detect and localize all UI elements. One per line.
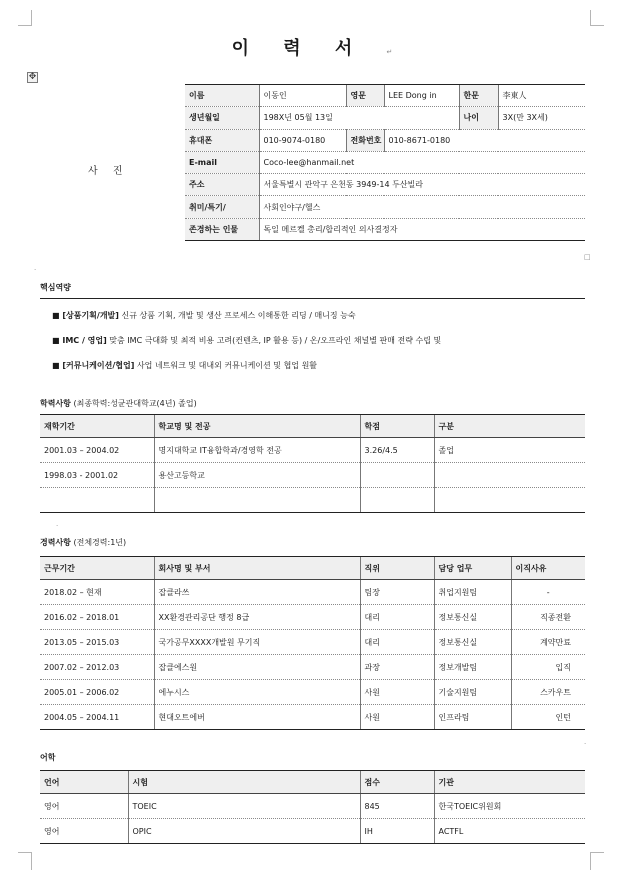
table-cell[interactable]: 잡클에스원 — [154, 655, 360, 680]
table-cell[interactable]: 졸업 — [434, 438, 585, 463]
column-header: 기관 — [434, 771, 585, 794]
table-cell[interactable] — [154, 488, 360, 513]
career-subtitle: (전체경력:1년) — [70, 538, 127, 547]
column-header: 근무기간 — [40, 557, 154, 580]
column-header: 시험 — [128, 771, 360, 794]
table-cell[interactable]: 영어 — [40, 794, 128, 819]
table-header-row — [40, 771, 585, 794]
table-row — [40, 463, 585, 488]
table-cell[interactable]: OPIC — [128, 819, 360, 844]
table-cell[interactable]: 인프라팀 — [434, 705, 511, 730]
table-cell[interactable]: 한국TOEIC위원회 — [434, 794, 585, 819]
table-header-row — [40, 557, 585, 580]
table-cell[interactable]: 계약만료 — [511, 630, 585, 655]
career-section-title — [40, 537, 126, 548]
respect-label: 존경하는 인물 — [185, 218, 259, 240]
table-cell[interactable]: 사원 — [360, 705, 434, 730]
table-cell[interactable]: 영어 — [40, 819, 128, 844]
profile-row-respect — [185, 218, 585, 240]
core-item — [52, 360, 317, 371]
paragraph-mark-icon: . — [584, 738, 587, 746]
mobile-label: 휴대폰 — [185, 129, 259, 151]
table-cell[interactable]: 2005.01 – 2006.02 — [40, 680, 154, 705]
table-cell[interactable]: 용산고등학교 — [154, 463, 360, 488]
column-header: 이직사유 — [511, 557, 585, 580]
core-item-text: 사업 네트워크 및 대내외 커뮤니케이션 및 협업 원활 — [134, 361, 318, 370]
respect-value[interactable]: 독일 메르켈 총리/합리적인 의사결정자 — [259, 218, 585, 240]
table-cell[interactable]: 직종전환 — [511, 605, 585, 630]
table-cell[interactable]: 국가공무XXXX개발원 무기직 — [154, 630, 360, 655]
table-row — [40, 819, 585, 844]
table-row — [40, 605, 585, 630]
education-section-title — [40, 398, 197, 409]
column-header: 점수 — [360, 771, 434, 794]
birth-value[interactable]: 198X년 05월 13일 — [259, 107, 459, 129]
table-cell[interactable]: 1998.03 - 2001.02 — [40, 463, 154, 488]
profile-row-phone — [185, 129, 585, 151]
table-resize-handle-icon[interactable]: □ — [584, 253, 591, 261]
profile-row-address — [185, 174, 585, 196]
core-item-text: 신규 상품 기획, 개발 및 생산 프로세스 이해통한 리딩 / 매니징 능숙 — [118, 311, 356, 320]
language-section-title: 어학 — [40, 753, 56, 762]
profile-row-email — [185, 151, 585, 173]
table-cell[interactable]: 2018.02 – 현재 — [40, 580, 154, 605]
table-cell[interactable]: 잡클라쓰 — [154, 580, 360, 605]
table-cell[interactable]: 정보통신실 — [434, 630, 511, 655]
column-header: 담당 업무 — [434, 557, 511, 580]
paragraph-mark-icon: . — [56, 520, 59, 528]
crop-mark-top-left — [18, 10, 32, 26]
table-cell[interactable]: 팀장 — [360, 580, 434, 605]
eng-name-value[interactable]: LEE Dong in — [384, 85, 459, 107]
core-section-rule — [40, 298, 585, 299]
core-section-title: 핵심역량 — [40, 283, 71, 292]
table-cell[interactable] — [360, 463, 434, 488]
column-header: 회사명 및 부서 — [154, 557, 360, 580]
crop-mark-bottom-right — [590, 852, 604, 870]
crop-mark-bottom-left — [18, 852, 32, 870]
hanja-name-label: 한문 — [459, 85, 498, 107]
column-header: 학점 — [360, 415, 434, 438]
core-item-tag: ■ [상품기획/개발] — [52, 311, 119, 320]
table-cell[interactable]: 명지대학교 IT융합학과/경영학 전공 — [154, 438, 360, 463]
birth-label: 생년월일 — [185, 107, 259, 129]
column-header: 학교명 및 전공 — [154, 415, 360, 438]
photo-placeholder: 사 진 — [88, 166, 129, 177]
phone-label: 전화번호 — [346, 129, 384, 151]
table-cell[interactable]: 2004.05 – 2004.11 — [40, 705, 154, 730]
table-cell[interactable]: 845 — [360, 794, 434, 819]
column-header: 직위 — [360, 557, 434, 580]
table-cell[interactable]: 현대오트에버 — [154, 705, 360, 730]
profile-table — [185, 84, 585, 241]
name-value[interactable]: 이동인 — [259, 85, 346, 107]
core-item — [52, 335, 441, 346]
table-cell[interactable]: ACTFL — [434, 819, 585, 844]
column-header: 재학기간 — [40, 415, 154, 438]
table-cell[interactable]: 3.26/4.5 — [360, 438, 434, 463]
career-title: 경력사항 — [40, 538, 71, 547]
eng-name-label: 영문 — [346, 85, 384, 107]
table-cell[interactable]: 2007.02 – 2012.03 — [40, 655, 154, 680]
core-item-text: 맞춤 IMC 극대화 및 최적 비용 고려(컨텐츠, IP 활용 등) / 온/오프라인 채널별 판매 전략 수립 및 — [106, 336, 442, 345]
hanja-name-value[interactable]: 李東人 — [498, 85, 585, 107]
column-header: 구분 — [434, 415, 585, 438]
table-row — [40, 680, 585, 705]
table-cell[interactable]: 대리 — [360, 605, 434, 630]
table-cell[interactable]: 에누시스 — [154, 680, 360, 705]
phone-value[interactable]: 010-8671-0180 — [384, 129, 585, 151]
table-move-handle-icon[interactable]: ✥ — [28, 72, 37, 82]
table-cell[interactable]: 스카우트 — [511, 680, 585, 705]
table-cell[interactable]: XX환경관리공단 행정 8급 — [154, 605, 360, 630]
table-cell[interactable]: 인턴 — [511, 705, 585, 730]
name-label: 이름 — [185, 85, 259, 107]
table-cell[interactable] — [434, 488, 585, 513]
table-cell[interactable]: 기술지원팀 — [434, 680, 511, 705]
paragraph-mark-icon: ↵ — [386, 48, 393, 56]
profile-row-hobby — [185, 196, 585, 218]
table-cell[interactable]: 입직 — [511, 655, 585, 680]
table-cell[interactable]: IH — [360, 819, 434, 844]
education-subtitle: (최종학력:성균관대학교(4년) 졸업) — [70, 399, 197, 408]
address-value[interactable]: 서울특별시 관악구 은천동 3949-14 두산빌라 — [259, 174, 585, 196]
table-row — [40, 438, 585, 463]
table-cell[interactable] — [360, 488, 434, 513]
table-cell[interactable]: 정보통신실 — [434, 605, 511, 630]
language-table — [40, 770, 585, 844]
table-cell[interactable]: 2013.05 – 2015.03 — [40, 630, 154, 655]
table-cell[interactable]: 취업지원팀 — [434, 580, 511, 605]
education-title: 학력사항 — [40, 399, 71, 408]
table-cell[interactable]: 2016.02 – 2018.01 — [40, 605, 154, 630]
age-value[interactable]: 3X(만 3X세) — [498, 107, 585, 129]
table-cell[interactable]: 과장 — [360, 655, 434, 680]
hobby-value[interactable]: 사회인야구/헬스 — [259, 196, 585, 218]
table-header-row — [40, 415, 585, 438]
mobile-value[interactable]: 010-9074-0180 — [259, 129, 346, 151]
table-row — [40, 794, 585, 819]
profile-row-name — [185, 85, 585, 107]
core-item-tag: ■ IMC / 영업] — [52, 336, 107, 345]
career-table — [40, 556, 585, 730]
column-header: 언어 — [40, 771, 128, 794]
table-cell[interactable]: 정보개발팀 — [434, 655, 511, 680]
paragraph-mark-icon: . — [34, 264, 37, 272]
table-row — [40, 488, 585, 513]
table-cell[interactable]: 2001.03 – 2004.02 — [40, 438, 154, 463]
table-row — [40, 580, 585, 605]
table-cell[interactable] — [40, 488, 154, 513]
profile-row-birth — [185, 107, 585, 129]
email-label: E-mail — [185, 151, 259, 173]
core-item-tag: ■ [커뮤니케이션/협업] — [52, 361, 135, 370]
core-item — [52, 310, 356, 321]
table-cell[interactable]: TOEIC — [128, 794, 360, 819]
table-row — [40, 705, 585, 730]
table-row — [40, 655, 585, 680]
address-label: 주소 — [185, 174, 259, 196]
table-cell[interactable]: 사원 — [360, 680, 434, 705]
table-cell[interactable]: 대리 — [360, 630, 434, 655]
crop-mark-top-right — [590, 10, 604, 26]
document-title: 이 력 서 ↵ — [231, 38, 393, 59]
education-table — [40, 414, 585, 513]
hobby-label: 취미/특기/ — [185, 196, 259, 218]
table-cell[interactable] — [434, 463, 585, 488]
table-row — [40, 630, 585, 655]
email-value[interactable]: Coco-lee@hanmail.net — [259, 151, 585, 173]
age-label: 나이 — [459, 107, 498, 129]
table-cell[interactable]: - — [511, 580, 585, 605]
